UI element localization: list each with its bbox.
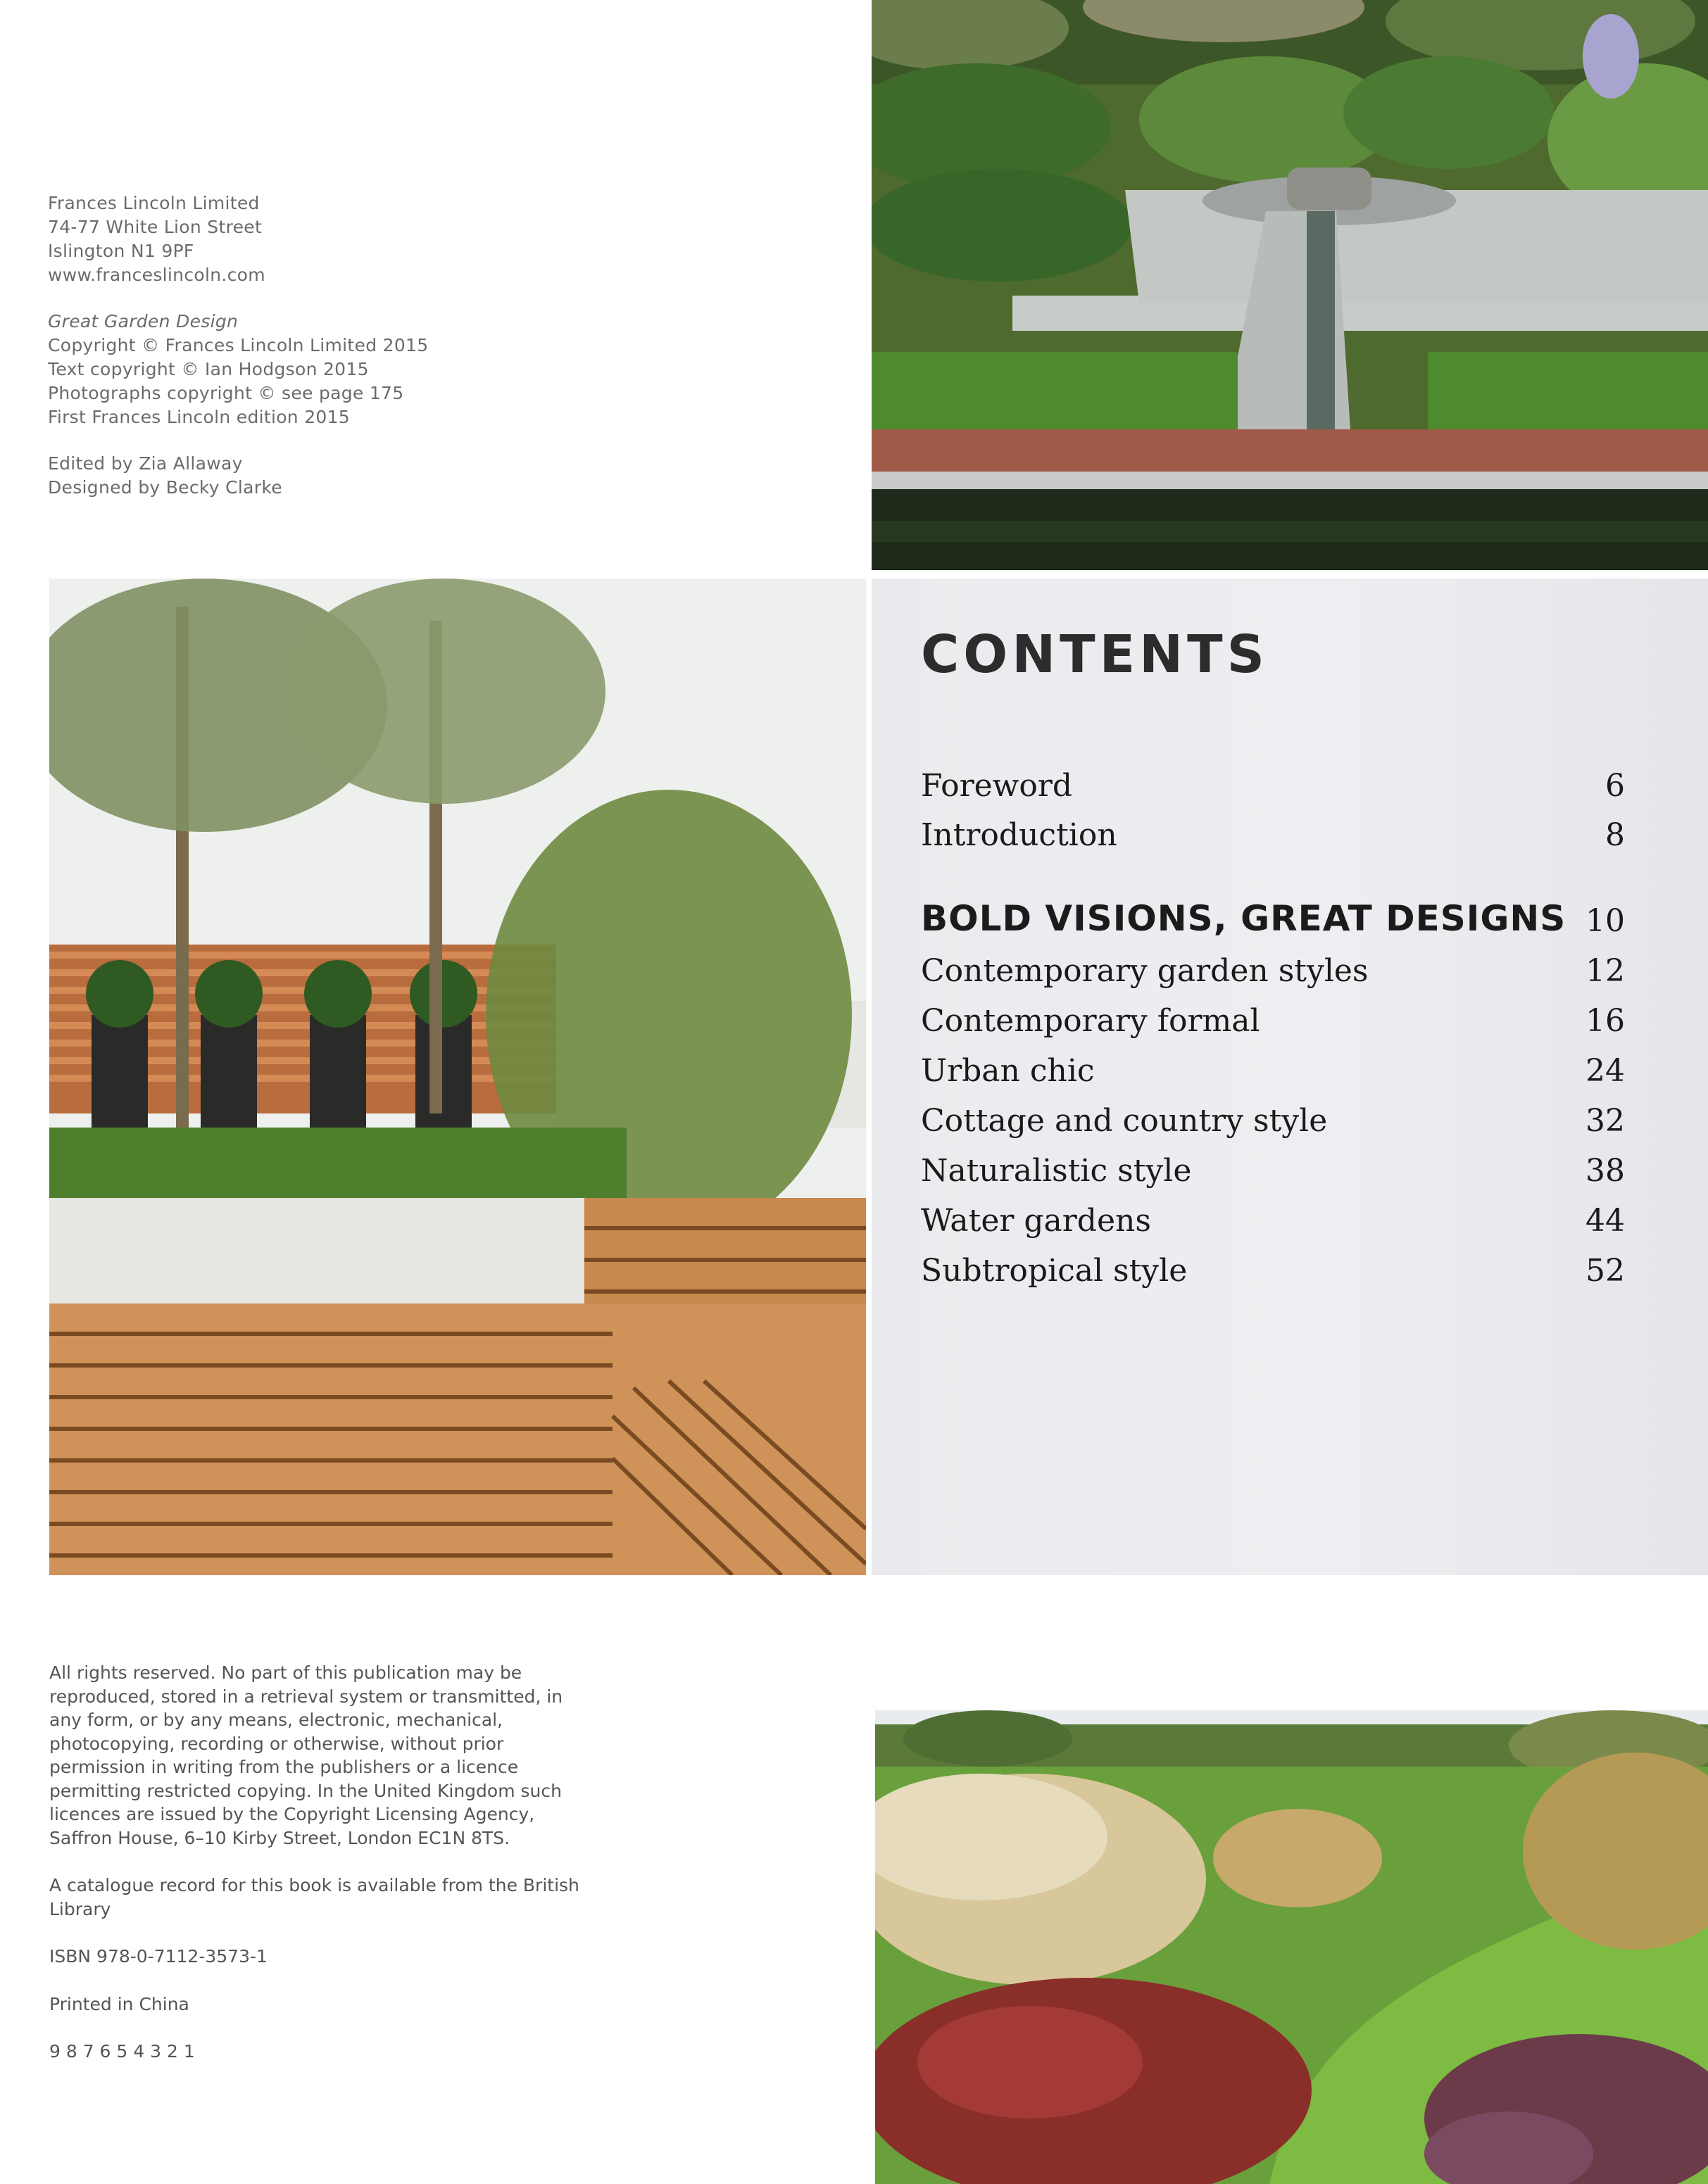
toc-entry-title: Cottage and country style: [921, 1103, 1328, 1139]
toc-entry-page: 38: [1585, 1153, 1625, 1189]
toc-entry-title: Water gardens: [921, 1203, 1151, 1239]
book-title: Great Garden Design: [48, 311, 239, 332]
editor-credit: Edited by Zia Allaway: [48, 453, 243, 474]
publisher-name: Frances Lincoln Limited: [48, 193, 260, 213]
toc-entry-title: Naturalistic style: [921, 1153, 1192, 1189]
address-line-2: Islington N1 9PF: [48, 241, 194, 261]
designer-credit: Designed by Becky Clarke: [48, 477, 282, 498]
water-garden-photo: [872, 0, 1708, 570]
toc-entry-page: 52: [1585, 1253, 1625, 1289]
toc-entry[interactable]: [921, 940, 1625, 989]
toc-entry[interactable]: [921, 755, 1625, 804]
photo-copyright-line: Photographs copyright © see page 175: [48, 383, 404, 403]
roof-terrace-illustration: [49, 579, 866, 1575]
water-garden-illustration: [872, 0, 1708, 570]
toc-entry-title: Subtropical style: [921, 1253, 1188, 1289]
isbn-line: ISBN 978-0-7112-3573-1: [49, 1946, 268, 1967]
printed-line: Printed in China: [49, 1993, 189, 2014]
toc-entry[interactable]: [921, 1140, 1625, 1189]
text-copyright-line: Text copyright © Ian Hodgson 2015: [48, 359, 369, 379]
edition-line: First Frances Lincoln edition 2015: [48, 407, 351, 427]
legal-block: [49, 1661, 584, 2088]
contents-panel: [872, 579, 1708, 1575]
address-line-1: 74-77 White Lion Street: [48, 217, 263, 237]
toc-entry-title: Introduction: [921, 817, 1117, 853]
toc-entry-page: 8: [1605, 817, 1625, 853]
toc-entry[interactable]: [921, 1090, 1625, 1139]
imprint-block: [48, 191, 428, 500]
catalogue-statement: A catalogue record for this book is available from the British Library: [49, 1875, 579, 1919]
toc-entry-title: Contemporary garden styles: [921, 953, 1369, 989]
toc-entry-title: Foreword: [921, 768, 1073, 804]
toc-entry-title: Contemporary formal: [921, 1003, 1260, 1039]
rights-statement: All rights reserved. No part of this publication may be reproduced, stored in a retrieval system or transmitted, in any form, or by any means, electronic, mechanical, photocopying, recording or otherwise, without prior permission in writing from the publishers or a licence permitting restricted copying. In the United Kingdom such licences are issued by the Copyright Licensing Agency, Saffron House, 6–10 Kirby Street, London EC1N 8TS.: [49, 1662, 563, 1848]
toc-section-entry[interactable]: [921, 890, 1625, 939]
toc-entry-page: 10: [1585, 903, 1625, 939]
meadow-illustration: [875, 1696, 1708, 2184]
publisher-website[interactable]: www.franceslincoln.com: [48, 265, 265, 285]
toc-entry-title: Urban chic: [921, 1053, 1095, 1089]
toc-entry-page: 24: [1585, 1053, 1625, 1089]
roof-terrace-photo: [49, 579, 866, 1575]
contents-heading: CONTENTS: [921, 624, 1269, 685]
print-run-line: 9 8 7 6 5 4 3 2 1: [49, 2041, 195, 2062]
toc-entry[interactable]: [921, 804, 1625, 853]
toc-entry-page: 12: [1585, 953, 1625, 989]
toc-entry-page: 44: [1585, 1203, 1625, 1239]
toc-entry[interactable]: [921, 1189, 1625, 1239]
toc-entry-page: 16: [1585, 1003, 1625, 1039]
toc-entry-page: 6: [1605, 768, 1625, 804]
toc-entry[interactable]: [921, 1239, 1625, 1289]
toc-entry[interactable]: [921, 1040, 1625, 1089]
copyright-line: Copyright © Frances Lincoln Limited 2015: [48, 335, 429, 355]
toc-entry-page: 32: [1585, 1103, 1625, 1139]
toc-section-title: BOLD VISIONS, GREAT DESIGNS: [921, 898, 1566, 939]
toc-entry[interactable]: [921, 990, 1625, 1039]
meadow-photo: [875, 1696, 1708, 2184]
